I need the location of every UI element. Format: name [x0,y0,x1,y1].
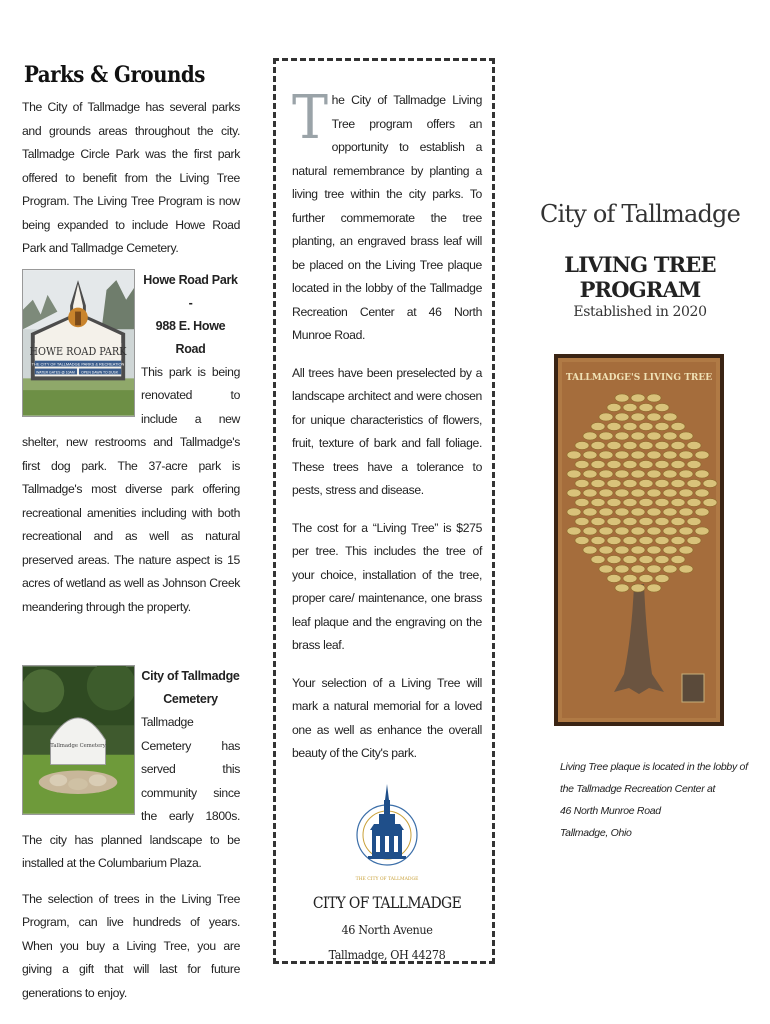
brass-leaf [599,489,613,497]
brass-leaf [575,442,589,450]
brass-leaf [607,442,621,450]
brass-leaf [631,432,645,440]
brass-leaf [671,518,685,526]
brass-leaf [695,470,709,478]
brass-leaf [615,413,629,421]
brass-leaf [567,527,581,535]
brass-leaf [607,575,621,583]
parks-heading: Parks & Grounds [24,62,205,88]
brass-leaf [591,442,605,450]
brass-leaf [679,508,693,516]
brass-leaf [591,480,605,488]
brass-leaf [663,470,677,478]
brass-leaf [631,451,645,459]
brass-leaf [591,537,605,545]
brass-leaf [647,394,661,402]
brass-leaf [655,423,669,431]
brass-leaf [607,518,621,526]
brass-leaf [687,442,701,450]
howe-road-park-sign-photo [22,269,135,417]
brass-leaf [615,489,629,497]
brass-leaf [687,518,701,526]
brass-leaf [695,508,709,516]
plaque-caption [560,756,760,844]
brass-leaf [647,489,661,497]
brass-leaf [583,527,597,535]
howe-road-section [22,269,240,620]
brass-leaf [591,461,605,469]
cemetery-title-line2: Cemetery [163,692,218,706]
brass-leaf [655,404,669,412]
brass-leaf [647,527,661,535]
seal-text: THE CITY OF TALLMADGE [355,875,419,882]
brass-leaf [607,423,621,431]
cost-paragraph: The cost for a “Living Tree” is $275 per tree. This includes the tree of your choice, installation of the tree, proper care/ maintenance, one brass leaf plaque and the engraving on the brass leaf. [292,520,482,652]
drop-cap: T [292,83,328,153]
brass-leaf [695,489,709,497]
program-title: LIVING TREE PROGRAM [564,252,716,302]
brass-leaf [583,508,597,516]
brass-leaf [647,565,661,573]
brass-leaf [671,556,685,564]
cover-city-title: City of Tallmadge [539,200,741,228]
sign-hours-left: WATER GATES @ 10AM [36,369,75,374]
parks-intro: The City of Tallmadge has several parks and grounds areas throughout the city. Tallmadge Circle Park was the first park offered to benefit from the Living Tree Program. The Living Tree Program is now being expanded to include Howe Road Park and Tallmadge Cemetery. [22,100,240,255]
brass-leaf [607,404,621,412]
brass-leaf [687,461,701,469]
brass-leaf [575,480,589,488]
cemetery-sign-photo [22,665,135,815]
brass-leaf [663,451,677,459]
cemetery-title-line1: City of Tallmadge [141,669,240,683]
brass-leaf [607,499,621,507]
brass-leaf [655,518,669,526]
contact-name: CITY OF TALLMADGE [312,893,462,912]
brass-leaf [631,413,645,421]
brass-leaf [567,451,581,459]
brass-leaf [623,537,637,545]
brass-leaf [583,451,597,459]
brass-leaf [671,442,685,450]
brass-leaf [639,480,653,488]
closing-text: The selection of trees in the Living Tree Program, can live hundreds of years. When you buy a Living Tree, you are giving a gift that will last for future generations to enjoy. [22,891,240,1000]
cemetery-text: Tallmadge Cemetery has served this community since the early 1800s. The city has planned landscape to be installed at the Columbarium Plaza. [22,715,240,870]
brass-leaf [647,451,661,459]
brass-leaf [655,556,669,564]
brass-leaf [639,518,653,526]
brass-leaf [623,461,637,469]
brass-leaf [679,527,693,535]
brass-leaf [663,546,677,554]
brass-leaf [607,480,621,488]
brass-leaf [655,537,669,545]
brass-leaf [679,546,693,554]
howe-road-text: This park is being renovated to include a new shelter, new restrooms and Tallmadge's first dog park. The 37-acre park is Tallmadge's most diverse park offering recreational amenities including with both recreational and as well as natural preserved areas. The nature aspect is 15 acres of wetland as well as Johnson Creek meandering through the property. [22,364,240,614]
brass-leaf [599,527,613,535]
brass-leaf [671,461,685,469]
brass-leaf [575,518,589,526]
caption-line-3: 46 North Munroe Road [560,805,661,817]
brass-leaf [599,413,613,421]
brass-leaf [623,575,637,583]
brass-leaf [623,556,637,564]
brass-leaf [567,470,581,478]
brass-leaf [639,461,653,469]
intro-paragraph [292,83,482,348]
brass-leaf [687,499,701,507]
brass-leaf [671,423,685,431]
brass-leaf [615,470,629,478]
brass-leaf [679,451,693,459]
brass-leaf [607,556,621,564]
brass-leaf [591,499,605,507]
trees-paragraph: All trees have been preselected by a landscape architect and were chosen for unique characteristics of flowers, fruit, texture of bark and fall foliage. These trees have a tolerance to pests, stress and disease. [292,365,482,497]
brass-leaf [687,537,701,545]
brass-leaf [631,546,645,554]
brass-leaf [631,470,645,478]
brass-leaf [615,584,629,592]
brass-leaf [615,432,629,440]
brass-leaf [647,508,661,516]
brass-leaf [599,451,613,459]
howe-road-title-line1: Howe Road Park - [143,272,238,310]
brass-leaf [647,413,661,421]
brass-leaf [687,480,701,488]
brass-leaf [639,556,653,564]
brass-leaf [583,432,597,440]
brass-leaf [583,489,597,497]
brass-leaf [615,508,629,516]
brass-leaf [591,423,605,431]
brass-leaf [631,489,645,497]
brass-leaf [655,575,669,583]
brass-leaf [695,451,709,459]
brass-leaf [607,537,621,545]
middle-content [292,83,482,962]
living-tree-plaque-photo [554,354,724,726]
contact-street: 46 North Avenue [341,921,433,937]
brass-leaf [655,499,669,507]
brass-leaf [703,499,717,507]
brass-leaf [647,546,661,554]
brass-leaf [615,546,629,554]
brass-leaf [655,461,669,469]
brass-leaf [567,508,581,516]
brass-leaf [663,508,677,516]
brass-leaf [623,518,637,526]
brass-leaf [639,537,653,545]
brass-leaf [671,537,685,545]
city-seal-logo [352,780,422,890]
brass-leaf [647,470,661,478]
brass-leaf [639,423,653,431]
brass-leaf [639,575,653,583]
brass-leaf [631,527,645,535]
brass-leaf [599,546,613,554]
brass-leaf [655,442,669,450]
brass-leaf [607,461,621,469]
brass-leaf [575,461,589,469]
brass-leaf [663,413,677,421]
brass-leaf [679,470,693,478]
brass-leaf [615,394,629,402]
brass-leaf [575,499,589,507]
established-text: Established in 2020 [573,304,707,320]
cemetery-sign-text: Tallmadge Cemetery [50,742,106,749]
brass-leaf [599,508,613,516]
brass-leaf [615,565,629,573]
brass-leaf [647,584,661,592]
brass-leaf [663,527,677,535]
brass-leaf [679,432,693,440]
brass-leaf [575,537,589,545]
brass-leaf [663,489,677,497]
brass-leaf [615,451,629,459]
brass-leaf [623,480,637,488]
brass-leaf [567,489,581,497]
brass-leaf [663,565,677,573]
brass-leaf [639,499,653,507]
brass-leaf [679,489,693,497]
plaque-title: TALLMADGE'S LIVING TREE [565,373,713,383]
brass-leaf [615,527,629,535]
brass-leaf [599,470,613,478]
brass-leaf [591,518,605,526]
sign-sub-text: THE CITY OF TALLMADGE PARKS & RECREATION [31,361,125,367]
contact-city: Tallmadge, OH 44278 [328,946,446,962]
parks-grounds-column [22,62,240,1005]
brass-leaf [583,546,597,554]
brass-leaf [631,584,645,592]
brass-leaf [631,565,645,573]
brass-leaf [583,470,597,478]
memorial-paragraph: Your selection of a Living Tree will mark a natural memorial for a loved one as well as enhance the overall beauty of the City's park. [292,675,482,760]
cemetery-section [22,665,240,876]
caption-line-4: Tallmadge, Ohio [560,827,632,839]
caption-line-1: Living Tree plaque is located in the lobby of [560,761,748,773]
middle-panel [273,58,495,964]
brass-leaf [671,480,685,488]
brass-leaf [623,442,637,450]
brass-leaf [623,423,637,431]
brass-leaf [631,394,645,402]
brass-leaf [647,432,661,440]
brass-leaf [639,442,653,450]
sign-hours-right: OPEN DAWN TO DUSK [81,369,119,374]
brass-leaf [631,508,645,516]
caption-line-2: the Tallmadge Recreation Center at [560,783,716,795]
brass-leaf [655,480,669,488]
brass-leaf [679,565,693,573]
brass-leaf [623,404,637,412]
brass-leaf [703,480,717,488]
brass-leaf [599,565,613,573]
howe-road-title-line2: 988 E. Howe Road [155,318,226,356]
brass-leaf [623,499,637,507]
brass-leaf [599,432,613,440]
brass-leaf [663,432,677,440]
intro-text: he City of Tallmadge Living Tree program offers an opportunity to establish a natural remembrance by planting a living tree within the city parks. To further commemorate the tree planting, an engraved brass leaf will be placed on the Living Tree plaque located in the lobby of the Tallmadge Recreation Center at 46 North Munroe Road. [292,93,482,342]
brass-leaf [695,527,709,535]
cover-panel [520,200,760,844]
brass-leaf [639,404,653,412]
brass-leaf [671,499,685,507]
sign-main-text: HOWE ROAD PARK [29,344,127,358]
brass-leaf [591,556,605,564]
